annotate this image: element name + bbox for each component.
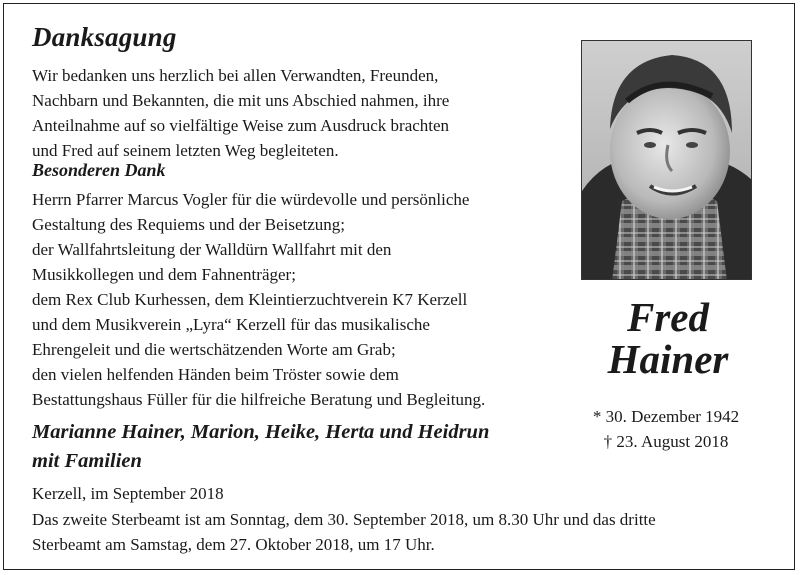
heading: Danksagung [32,22,177,52]
thanks-item: der Wallfahrtsleitung der Walldürn Wallfahrt mit den Musikkollegen und dem Fahnenträger; [32,240,392,284]
deceased-name: Fred Hainer [607,294,729,382]
thanks-item: den vielen helfenden Händen beim Tröster sowie dem Bestattungshaus Füller für die hilfreiche Beratung und Begleitung. [32,365,486,409]
life-dates [566,404,766,454]
death-date: † 23. August 2018 [603,432,729,451]
intro-text: Wir bedanken uns herzlich bei allen Verwandten, Freunden, Nachbarn und Bekannten, die mit uns Abschied nahmen, ihre Anteilnahme auf so vielfältige Weise zum Ausdruck brachten und Fred auf seinem letzten Weg begleiteten. [32,66,450,160]
portrait-photo [581,40,752,280]
special-thanks-list [32,187,572,412]
special-thanks-heading: Besonderen Dank [32,160,166,180]
portrait-illustration [582,41,752,280]
signers: Marianne Hainer, Marion, Heike, Herta und Heidrun mit Familien [32,421,490,472]
birth-date: * 30. Dezember 1942 [592,407,740,426]
memorial-notice: Das zweite Sterbeamt ist am Sonntag, dem 30. September 2018, um 8.30 Uhr und das dritte Sterbeamt am Samstag, dem 27. Oktober 2018, um 17 Uhr. [32,510,656,554]
thanks-item: dem Rex Club Kurhessen, dem Kleintierzuchtverein K7 Kerzell und dem Musikverein „Lyra“ Kerzell für das musikalische Ehrengeleit und die wertschätzenden Worte am Grab; [32,290,468,359]
thanks-item: Herrn Pfarrer Marcus Vogler für die würdevolle und persönliche Gestaltung des Requiems und der Beisetzung; [32,190,470,234]
place-date: Kerzell, im September 2018 [32,484,224,503]
